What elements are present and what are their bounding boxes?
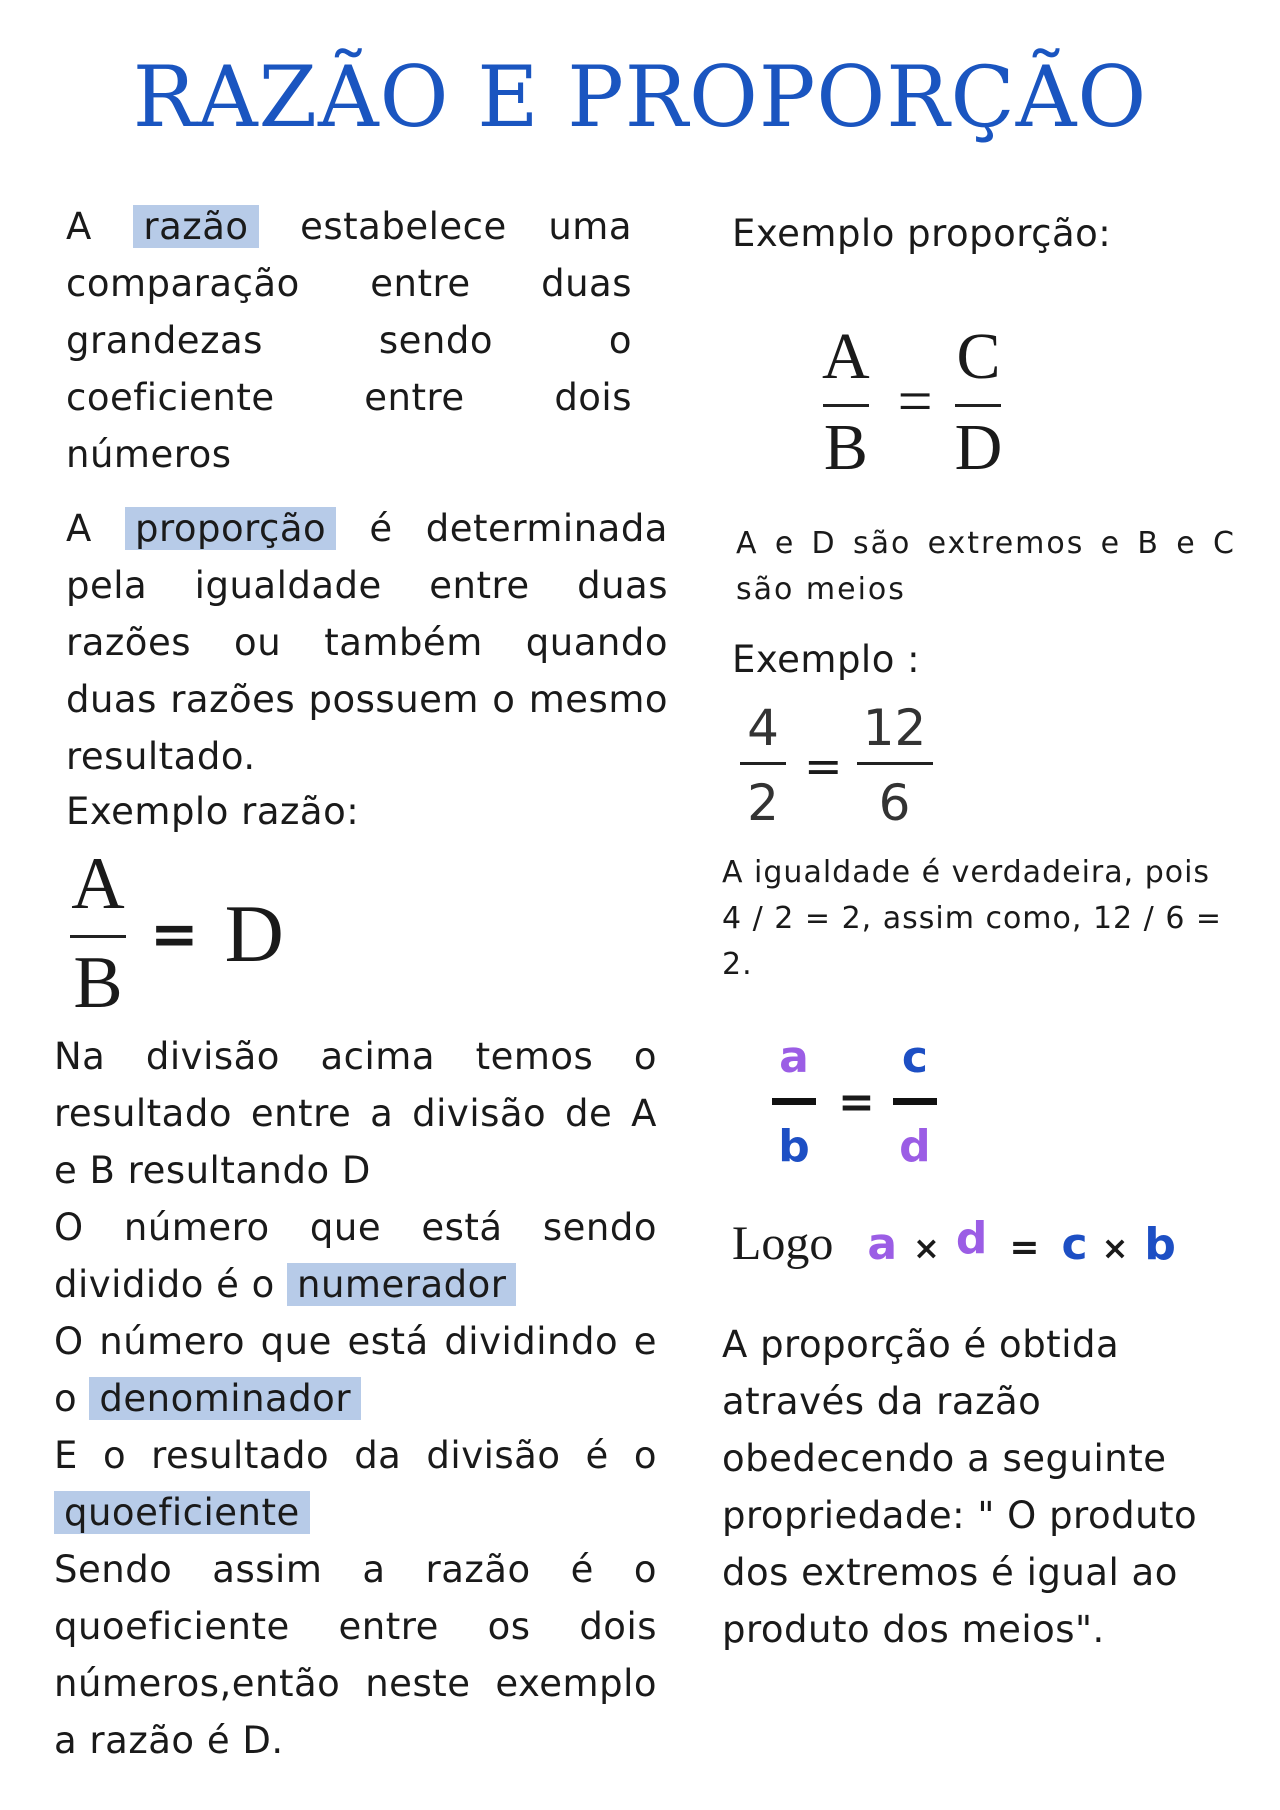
- denominator-text: O número que está dividindo e o denominador: [54, 1320, 657, 1420]
- product-d: d: [955, 1213, 988, 1264]
- num-numerator-12: 12: [862, 699, 927, 757]
- product-equals: =: [1009, 1227, 1040, 1268]
- prop-numerator-c: C: [956, 320, 1001, 393]
- letter-a: a: [779, 1032, 809, 1083]
- proportion-example-label: Exemplo proporção:: [732, 212, 1112, 255]
- prop-denominator-d: D: [954, 411, 1003, 484]
- extremes-means-text: A e D são extremos e B e C são meios: [736, 526, 1236, 607]
- letter-fraction-bar-left: [772, 1098, 816, 1105]
- num-fraction-bar-left: [740, 762, 786, 765]
- numerator-text: O número que está sendo dividido é o numerador: [54, 1206, 657, 1306]
- highlight-denominador: denominador: [89, 1377, 361, 1420]
- prop-numerator-a: A: [822, 320, 870, 393]
- ratio-definition: A razão estabelece uma comparação entre duas grandezas sendo o coeficiente entre dois números: [66, 205, 632, 476]
- product-a: a: [867, 1219, 898, 1270]
- letter-equals: =: [838, 1077, 875, 1128]
- num-fraction-bar-right: [857, 762, 933, 765]
- proportion-formula: [822, 322, 1002, 483]
- proportion-definition: A proporção é determinada pela igualdade entre duas razões ou também quando duas razões possuem o mesmo resultado.: [66, 507, 668, 778]
- prop-denominator-b: B: [823, 411, 868, 484]
- highlight-proporcao: proporção: [125, 507, 336, 550]
- numeric-example-label: Exemplo :: [732, 638, 921, 681]
- num-denominator-6: 6: [878, 774, 911, 832]
- highlight-razao: razão: [133, 205, 258, 248]
- ratio-denominator: B: [73, 942, 123, 1024]
- highlight-quoeficiente: quoeficiente: [54, 1491, 310, 1534]
- letter-d: d: [899, 1121, 931, 1172]
- product-times-1: ×: [913, 1229, 940, 1267]
- page-title: RAZÃO E PROPORÇÃO: [132, 48, 1148, 146]
- product-rule: [732, 1213, 1176, 1271]
- letter-formula: [772, 1032, 937, 1173]
- quotient-text: E o resultado da divisão é o quoeficiente: [54, 1434, 657, 1534]
- letter-fraction-bar-right: [893, 1098, 937, 1105]
- equality-explanation: A igualdade é verdadeira, pois 4 / 2 = 2, assim como, 12 / 6 = 2.: [722, 855, 1223, 982]
- proportion-conclusion: A proporção é obtida através da razão obedecendo a seguinte propriedade: " O produto dos extremos é igual ao produto dos meios".: [722, 1323, 1198, 1651]
- letter-c: c: [901, 1032, 928, 1083]
- numeric-formula: [740, 698, 933, 833]
- num-equals: =: [804, 738, 843, 793]
- num-denominator-2: 2: [747, 774, 779, 832]
- highlight-numerador: numerador: [287, 1263, 516, 1306]
- ratio-result: D: [224, 887, 284, 979]
- prop-equals: =: [897, 368, 933, 436]
- num-numerator-4: 4: [747, 699, 779, 757]
- ratio-formula: [70, 845, 284, 1022]
- product-b: b: [1144, 1219, 1176, 1270]
- letter-b: b: [778, 1121, 810, 1172]
- ratio-example-label: Exemplo razão:: [66, 790, 360, 833]
- prop-fraction-bar-left: [823, 404, 869, 407]
- division-explanation: Na divisão acima temos o resultado entre a divisão de A e B resultando D: [54, 1035, 657, 1192]
- logo-label: Logo: [732, 1217, 834, 1270]
- prop-fraction-bar-right: [955, 404, 1001, 407]
- ratio-equals: =: [150, 899, 199, 968]
- ratio-conclusion: Sendo assim a razão é o quoeficiente entre os dois números,então neste exemplo a razão é D.: [54, 1548, 657, 1762]
- ratio-fraction-bar: [70, 935, 126, 938]
- product-times-2: ×: [1101, 1229, 1129, 1267]
- product-c: c: [1061, 1219, 1088, 1270]
- ratio-numerator: A: [71, 843, 125, 925]
